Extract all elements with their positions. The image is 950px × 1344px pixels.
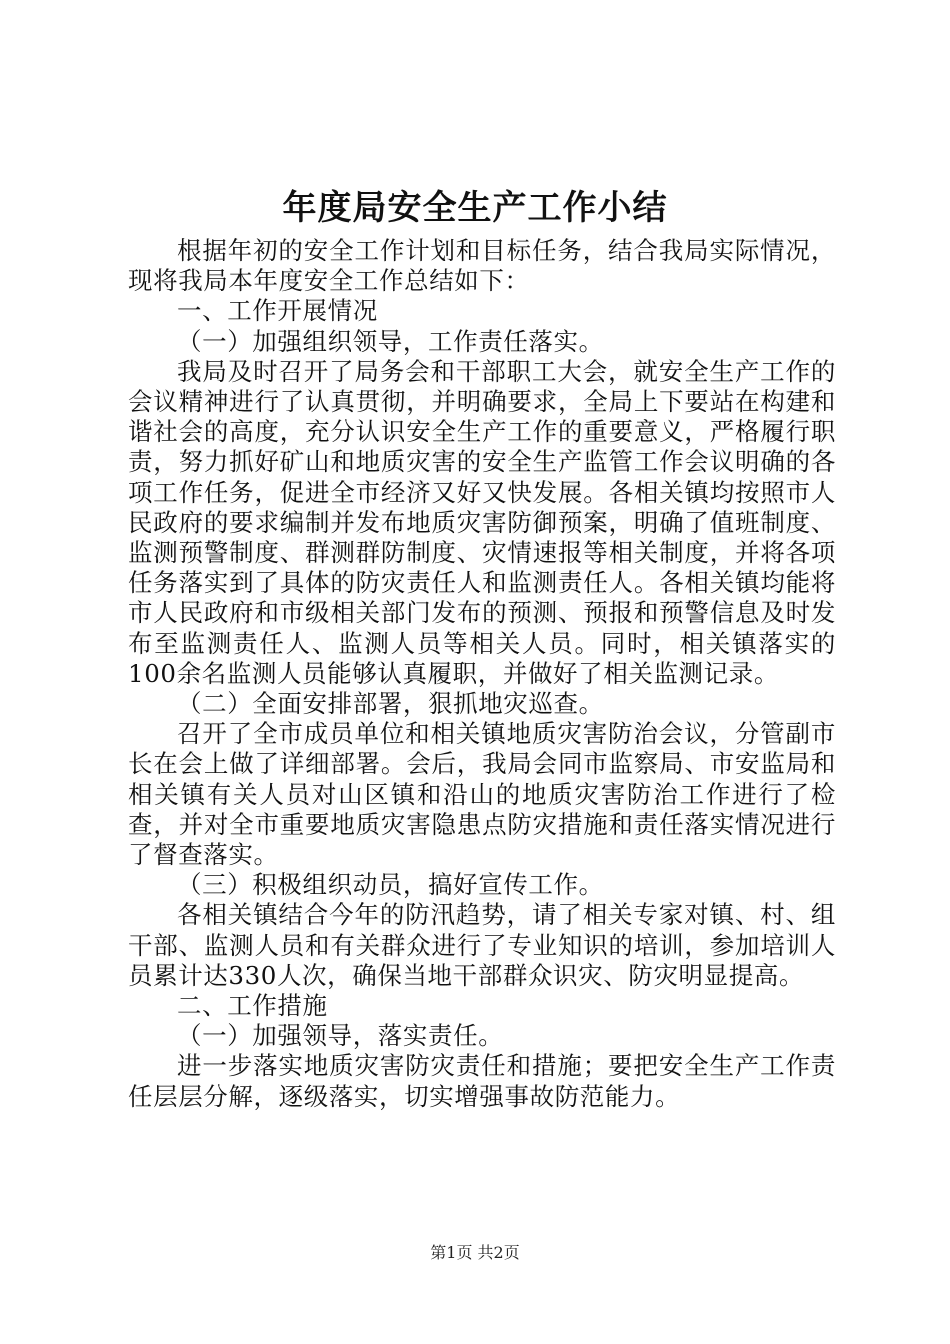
- section-heading-1: 一、工作开展情况: [177, 296, 378, 326]
- paragraph-1-2: 召开了全市成员单位和相关镇地质灾害防治会议，分管副市长在会上做了详细部署。会后，我局会同市监察局、市安监局和相关镇有关人员对山区镇和沿山的地质灾害防治工作进行了检查，并对全市重要地质灾害隐患点防灾措施和责任落实情况进行了督查落实。: [128, 719, 836, 870]
- page-number-footer: 第1页 共2页: [430, 1243, 520, 1262]
- document-body: [128, 236, 836, 1112]
- subsection-heading-1-3: （三）积极组织动员，搞好宣传工作。: [177, 870, 604, 900]
- document-title: 年度局安全生产工作小结: [282, 188, 668, 228]
- subsection-heading-1-2: （二）全面安排部署，狠抓地灾巡查。: [177, 689, 604, 719]
- paragraph-intro: 根据年初的安全工作计划和目标任务，结合我局实际情况，现将我局本年度安全工作总结如下：: [128, 236, 836, 296]
- subsection-heading-1-1: （一）加强组织领导，工作责任落实。: [177, 326, 604, 356]
- paragraph-1-3: 各相关镇结合今年的防汛趋势，请了相关专家对镇、村、组干部、监测人员和有关群众进行了专业知识的培训，参加培训人员累计达330人次，确保当地干部群众识灾、防灾明显提高。: [128, 900, 836, 990]
- paragraph-1-1: 我局及时召开了局务会和干部职工大会，就安全生产工作的会议精神进行了认真贯彻，并明确要求，全局上下要站在构建和谐社会的高度，充分认识安全生产工作的重要意义，严格履行职责，努力抓好矿山和地质灾害的安全生产监管工作会议明确的各项工作任务，促进全市经济又好又快发展。各相关镇均按照市人民政府的要求编制并发布地质灾害防御预案，明确了值班制度、监测预警制度、群测群防制度、灾情速报等相关制度，并将各项任务落实到了具体的防灾责任人和监测责任人。各相关镇均能将市人民政府和市级相关部门发布的预测、预报和预警信息及时发布至监测责任人、监测人员等相关人员。同时，相关镇落实的100余名监测人员能够认真履职，并做好了相关监测记录。: [128, 356, 836, 688]
- subsection-heading-2-1: （一）加强领导，落实责任。: [177, 1021, 504, 1051]
- paragraph-2-1: 进一步落实地质灾害防灾责任和措施；要把安全生产工作责任层层分解，逐级落实，切实增强事故防范能力。: [128, 1051, 836, 1111]
- section-heading-2: 二、工作措施: [177, 991, 328, 1021]
